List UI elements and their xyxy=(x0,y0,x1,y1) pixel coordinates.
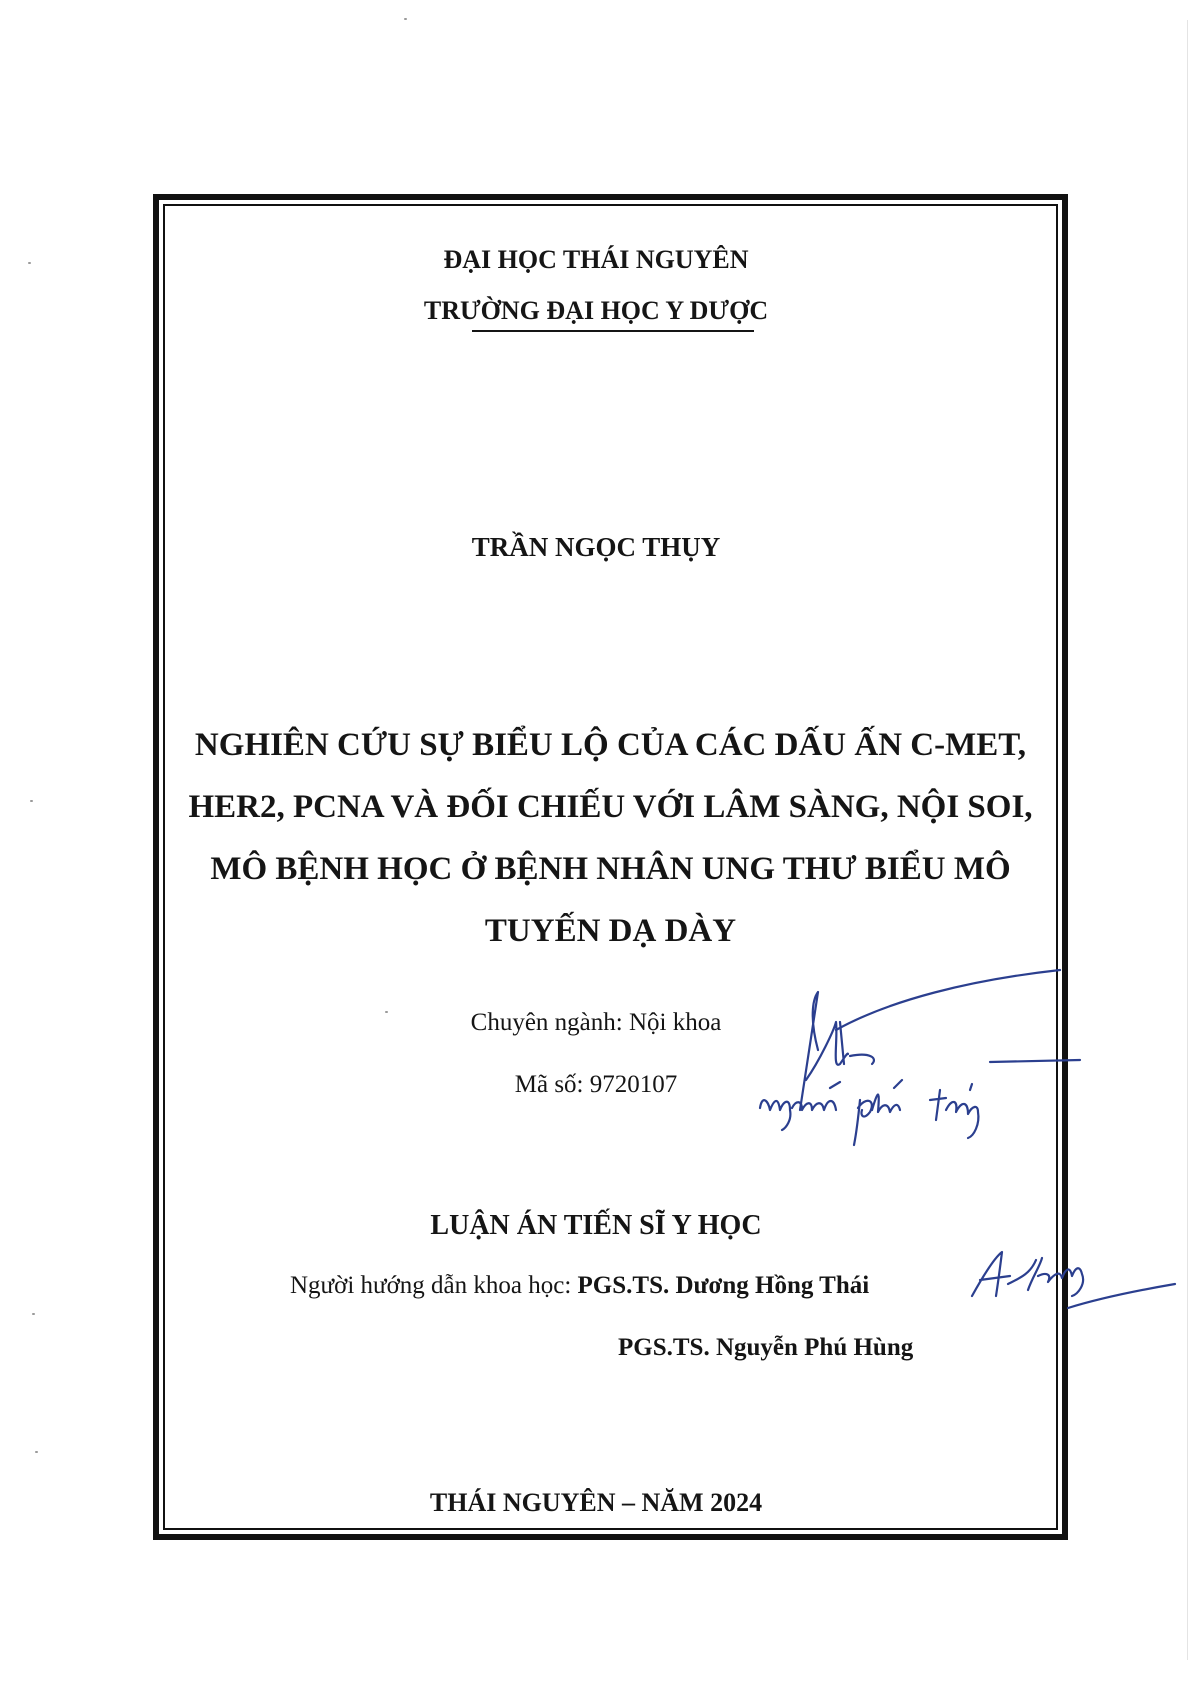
specialty: Chuyên ngành: Nội khoa xyxy=(470,1009,722,1036)
scan-speck xyxy=(35,1451,38,1453)
author-name: TRẦN NGỌC THỤY xyxy=(471,532,721,562)
thesis-title xyxy=(163,714,1058,962)
scan-speck xyxy=(32,1313,35,1315)
specialty-code: Mã số: 9720107 xyxy=(514,1071,678,1098)
university-name: ĐẠI HỌC THÁI NGUYÊN xyxy=(443,245,749,274)
supervisor-second: PGS.TS. Nguyễn Phú Hùng xyxy=(618,1334,914,1361)
title-line: HER2, PCNA VÀ ĐỐI CHIẾU VỚI LÂM SÀNG, NỘI SOI, xyxy=(188,789,1033,825)
place-and-year: THÁI NGUYÊN – NĂM 2024 xyxy=(429,1488,763,1517)
title-line: TUYẾN DẠ DÀY xyxy=(484,913,737,949)
scan-speck xyxy=(404,18,407,20)
supervisor-first: PGS.TS. Dương Hồng Thái xyxy=(577,1272,870,1299)
title-line: NGHIÊN CỨU SỰ BIỂU LỘ CỦA CÁC DẤU ẤN C-MET, xyxy=(194,727,1027,763)
supervisor-row xyxy=(290,1272,869,1300)
school-name: TRƯỜNG ĐẠI HỌC Y DƯỢC xyxy=(423,296,769,325)
scan-speck xyxy=(30,800,33,802)
supervisor-label: Người hướng dẫn khoa học: xyxy=(290,1272,578,1299)
school-underline xyxy=(472,330,754,332)
title-line: MÔ BỆNH HỌC Ở BỆNH NHÂN UNG THƯ BIỂU MÔ xyxy=(210,851,1011,887)
degree-title: LUẬN ÁN TIẾN SĨ Y HỌC xyxy=(430,1210,762,1241)
